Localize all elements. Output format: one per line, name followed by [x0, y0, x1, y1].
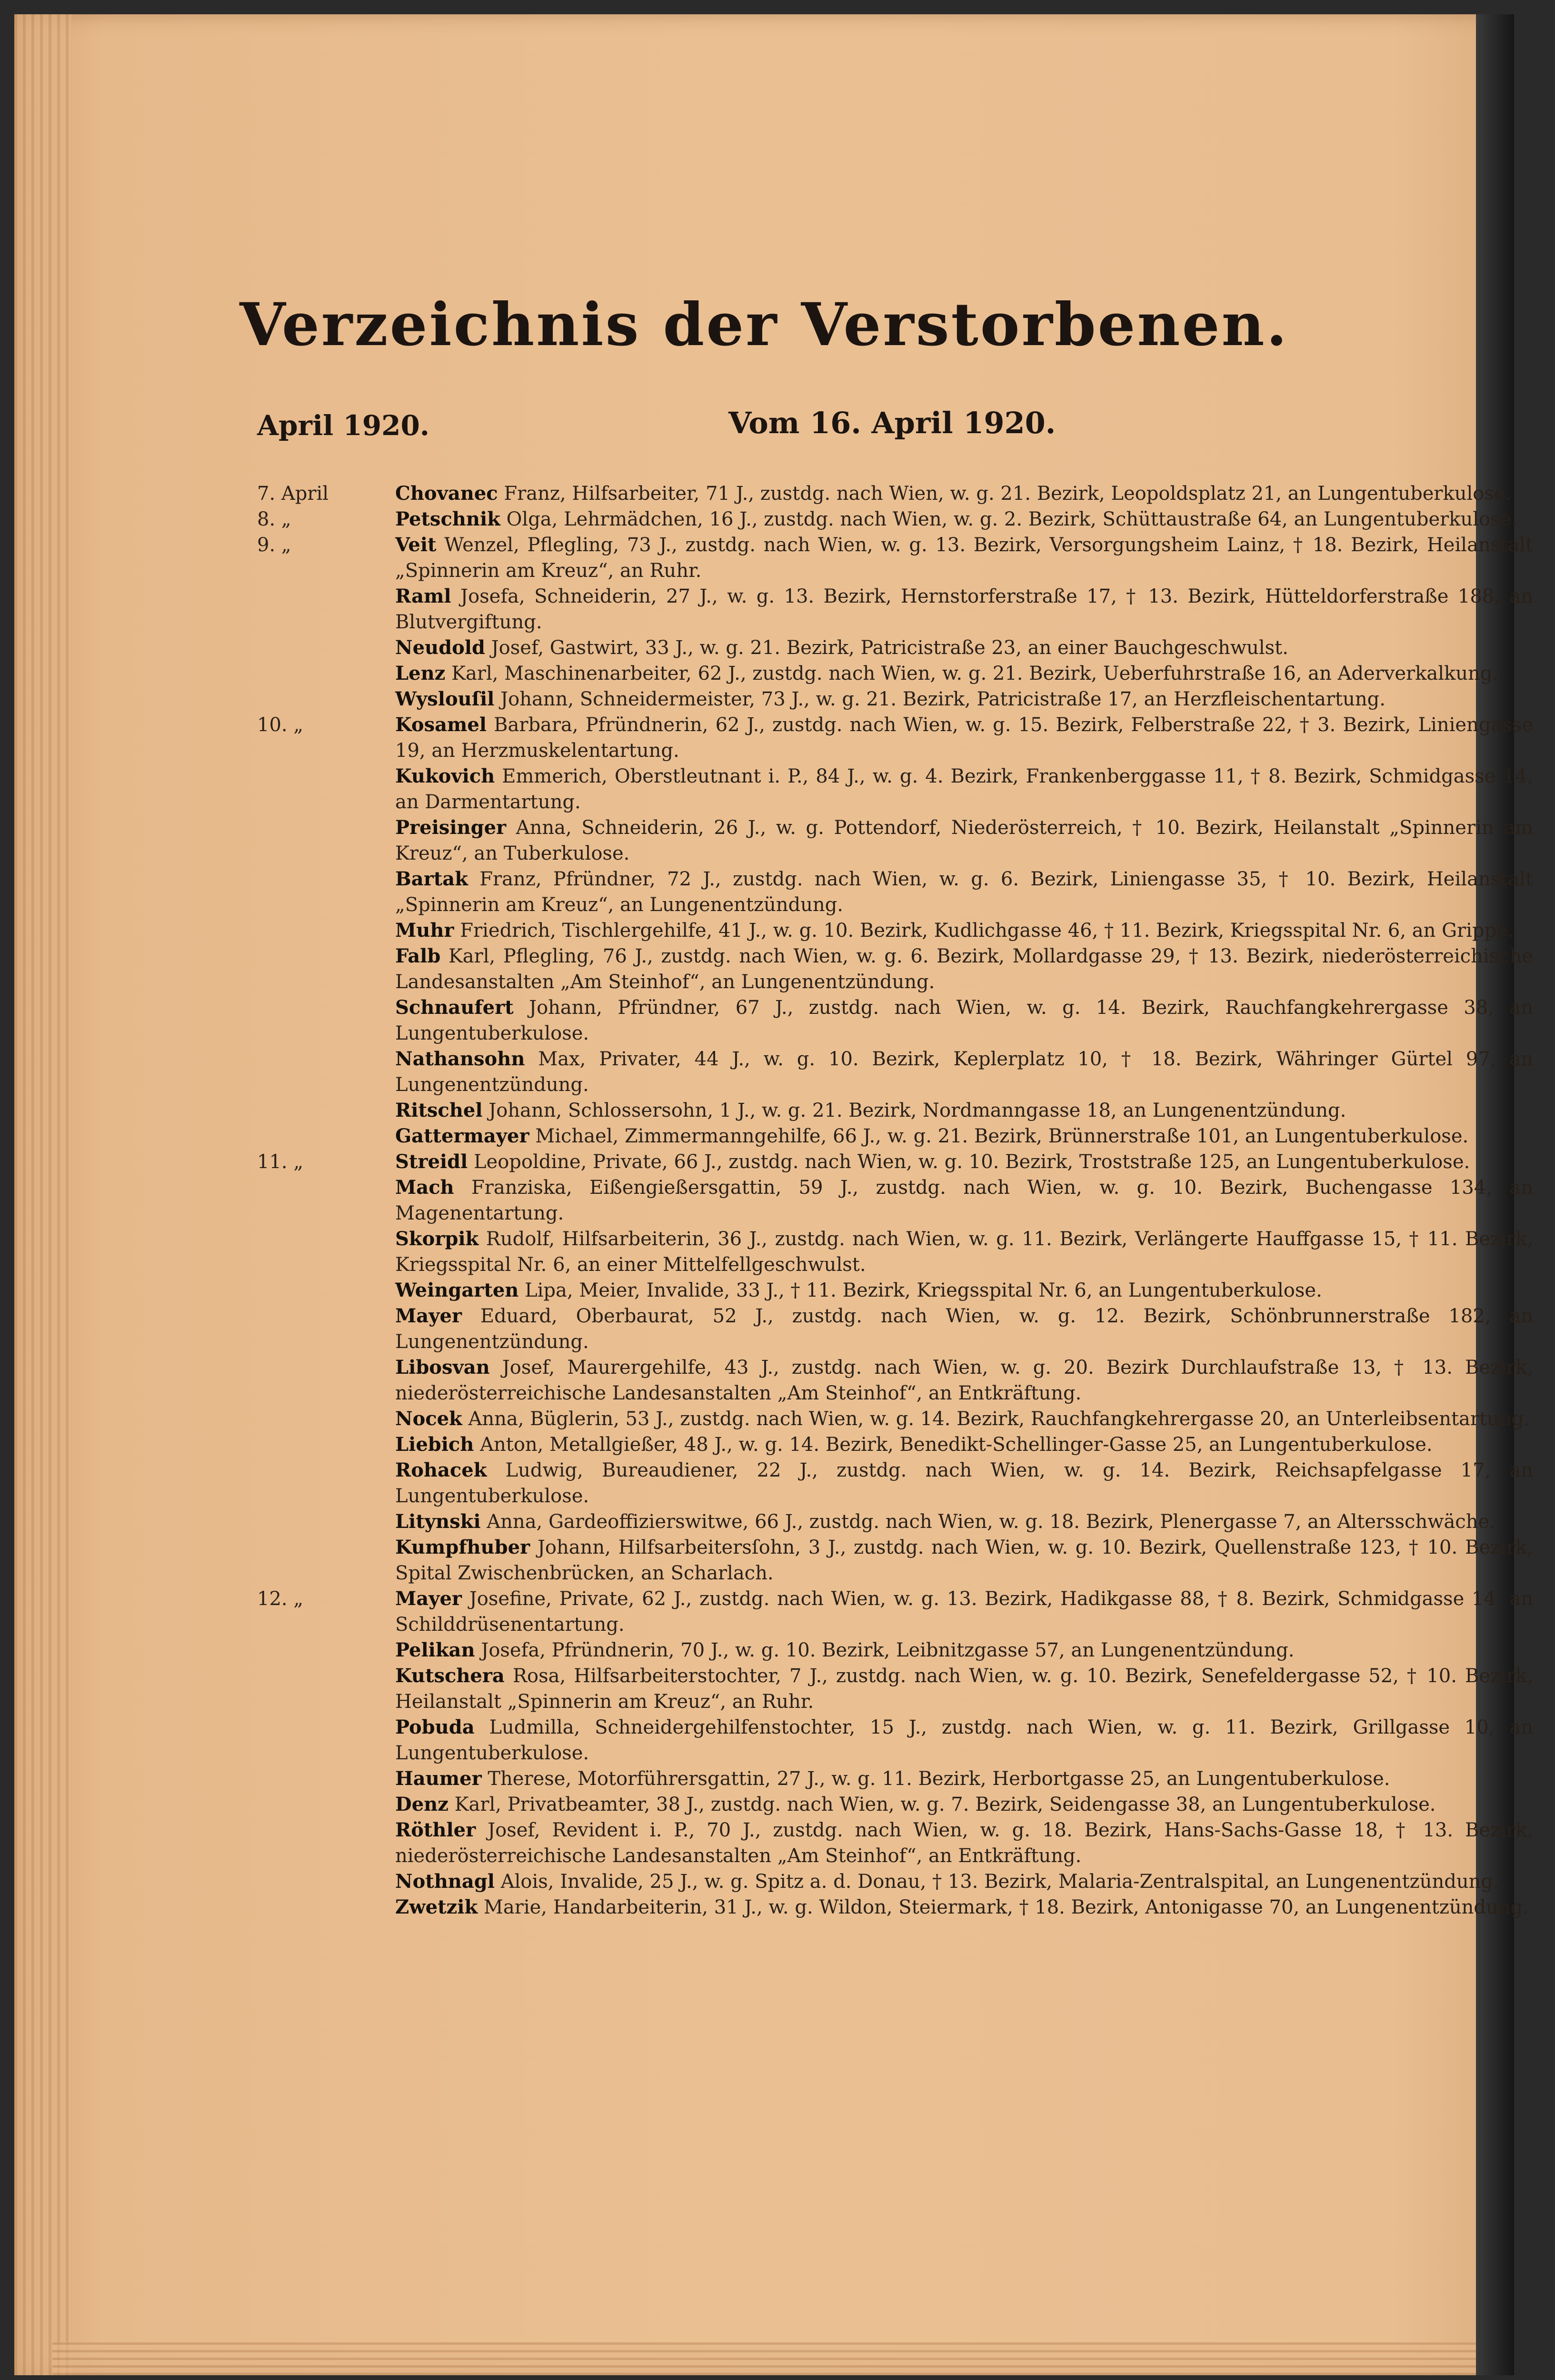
document-page [14, 14, 1533, 2375]
entry-body [395, 1432, 1538, 1458]
death-register-list [243, 481, 1538, 1920]
entry-body [395, 1869, 1538, 1894]
register-entry [243, 1663, 1538, 1715]
register-entry [243, 1432, 1538, 1458]
register-entry [243, 764, 1538, 815]
entry-body [395, 532, 1538, 584]
entry-surname: Röthler [395, 1819, 476, 1841]
entry-details: Eduard, Oberbaurat, 52 J., zustdg. nach Wien, w. g. 12. Bezirk, Schönbrunnerstraße 182, an Lungenentzündung. [395, 1305, 1533, 1353]
entry-details: Josefa, Schneiderin, 27 J., w. g. 13. Bezirk, Hernstorferstraße 17, † 13. Bezirk, Hütteldorferstraße 188, an Blutvergiftung. [395, 585, 1533, 633]
entry-surname: Pelikan [395, 1639, 475, 1661]
register-entry [243, 1406, 1538, 1432]
register-entry [243, 1226, 1538, 1278]
entry-details: Franziska, Eißengießersgattin, 59 J., zustdg. nach Wien, w. g. 10. Bezirk, Buchengasse 134, an Magenentartung. [395, 1177, 1533, 1224]
register-entry [243, 1535, 1538, 1586]
entry-body [395, 1817, 1538, 1869]
entry-body [395, 943, 1538, 995]
entry-body [395, 712, 1538, 764]
entry-details: Anna, Schneiderin, 26 J., w. g. Pottendorf, Niederösterreich, † 10. Bezirk, Heilanstalt „Spinnerin am Kreuz“, an Tuberkulose. [395, 817, 1533, 864]
entry-surname: Pobuda [395, 1716, 475, 1738]
entry-surname: Zwetzik [395, 1896, 478, 1918]
page-edge-bottom [52, 2342, 1505, 2375]
entry-details: Johann, Pfründner, 67 J., zustdg. nach Wien, w. g. 14. Bezirk, Rauchfangkehrergasse 38, an Lungentuberkulose. [395, 997, 1533, 1044]
register-entry [243, 943, 1538, 995]
entry-surname: Skorpik [395, 1228, 479, 1250]
register-entry [243, 1715, 1538, 1766]
entry-surname: Muhr [395, 919, 454, 942]
entry-date: 7. April [257, 483, 329, 505]
register-entry [243, 1458, 1538, 1509]
entry-surname: Streidl [395, 1150, 468, 1173]
entry-surname: Libosvan [395, 1356, 490, 1378]
entry-body [395, 1458, 1538, 1509]
entry-surname: Nathansohn [395, 1048, 525, 1070]
entry-body [395, 1406, 1538, 1432]
entry-surname: Kosamel [395, 714, 487, 736]
page-edge-left [14, 14, 71, 2375]
entry-details: Anna, Gardeoffizierswitwe, 66 J., zustdg. nach Wien, w. g. 18. Bezirk, Plenergasse 7, an Altersschwäche. [480, 1511, 1495, 1533]
entry-body [395, 918, 1538, 943]
entry-details: Olga, Lehrmädchen, 16 J., zustdg. nach Wien, w. g. 2. Bezirk, Schüttaustraße 64, an Lungentuberkulose. [500, 508, 1518, 530]
entry-body [395, 995, 1538, 1046]
entry-details: Michael, Zimmermanngehilfe, 66 J., w. g. 21. Bezirk, Brünnerstraße 101, an Lungentuberkulose. [529, 1125, 1469, 1147]
entry-body [395, 686, 1538, 712]
entry-details: Leopoldine, Private, 66 J., zustdg. nach Wien, w. g. 10. Bezirk, Troststraße 125, an Lungentuberkulose. [468, 1151, 1470, 1173]
entry-details: Karl, Maschinenarbeiter, 62 J., zustdg. nach Wien, w. g. 21. Bezirk, Ueberfuhrstraße 16, an Aderverkalkung. [445, 663, 1499, 684]
entry-surname: Mach [395, 1176, 454, 1199]
entry-body [395, 481, 1538, 506]
entry-details: Ludwig, Bureaudiener, 22 J., zustdg. nach Wien, w. g. 14. Bezirk, Reichsapfelgasse 17, an Lungentuberkulose. [395, 1459, 1533, 1507]
entry-date: 9. „ [257, 534, 291, 556]
entry-surname: Nothnagl [395, 1870, 495, 1893]
register-entry [243, 481, 1538, 506]
entry-surname: Kumpfhuber [395, 1536, 530, 1558]
entry-details: Therese, Motorführersgattin, 27 J., w. g. 11. Bezirk, Herbortgasse 25, an Lungentuberkulose. [481, 1768, 1390, 1790]
entry-details: Johann, Schlossersohn, 1 J., w. g. 21. Bezirk, Nordmanngasse 18, an Lungenentzündung. [482, 1100, 1346, 1121]
register-entry [243, 661, 1538, 686]
entry-details: Josef, Maurergehilfe, 43 J., zustdg. nach Wien, w. g. 20. Bezirk Durchlaufstraße 13, † 13. Bezirk, niederösterreichische Landesanstalten „Am Steinhof“, an Entkräftung. [395, 1357, 1533, 1404]
entry-details: Anton, Metallgießer, 48 J., w. g. 14. Bezirk, Benedikt-Schellinger-Gasse 25, an Lungentuberkulose. [474, 1434, 1433, 1456]
entry-details: Max, Privater, 44 J., w. g. 10. Bezirk, Keplerplatz 10, † 18. Bezirk, Währinger Gürtel 97, an Lungenentzündung. [395, 1048, 1533, 1096]
entry-surname: Denz [395, 1793, 449, 1815]
entry-body [395, 1303, 1538, 1355]
entry-body [395, 1715, 1538, 1766]
entry-body [395, 764, 1538, 815]
entry-details: Josef, Revident i. P., 70 J., zustdg. nach Wien, w. g. 18. Bezirk, Hans-Sachs-Gasse 18, † 13. Bezirk, niederösterreichische Landesanstalten „Am Steinhof“, an Entkräftung. [395, 1819, 1533, 1867]
entry-surname: Raml [395, 585, 451, 607]
entry-surname: Gattermayer [395, 1125, 529, 1147]
entry-surname: Mayer [395, 1305, 462, 1327]
register-entry [243, 1046, 1538, 1098]
entry-body [395, 1226, 1538, 1278]
entry-surname: Preisinger [395, 816, 507, 839]
entry-surname: Wyslouſil [395, 688, 495, 710]
entry-body [395, 1098, 1538, 1123]
register-entry [243, 1894, 1538, 1920]
entry-surname: Nocek [395, 1408, 462, 1430]
entry-body [395, 1355, 1538, 1406]
register-entry [243, 995, 1538, 1046]
entry-surname: Litynski [395, 1510, 481, 1533]
register-entry [243, 1637, 1538, 1663]
entry-body [395, 866, 1538, 918]
entry-body [395, 1535, 1538, 1586]
entry-details: Rudolf, Hilfsarbeiterin, 36 J., zustdg. nach Wien, w. g. 11. Bezirk, Verlängerte Hauffgasse 15, † 11. Bezirk, Kriegsspital Nr. 6, an einer Mittelfellgeschwulst. [395, 1228, 1533, 1276]
entry-body [395, 1509, 1538, 1535]
register-entry [243, 918, 1538, 943]
entry-body [395, 1766, 1538, 1792]
entry-surname: Veit [395, 534, 437, 556]
entry-date: 8. „ [257, 508, 291, 530]
register-entry [243, 532, 1538, 584]
entry-details: Johann, Hilfsarbeitersſohn, 3 J., zustdg. nach Wien, w. g. 10. Bezirk, Quellenstraße 123, † 10. Bezirk, Spital Zwischenbrücken, an Scharlach. [395, 1537, 1533, 1584]
entry-surname: Liebich [395, 1433, 474, 1456]
entry-details: Josef, Gastwirt, 33 J., w. g. 21. Bezirk, Patricistraße 23, an einer Bauchgeschwulst. [485, 637, 1288, 659]
entry-details: Friedrich, Tischlergehilfe, 41 J., w. g. 10. Bezirk, Kudlichgasse 46, † 11. Bezirk, Kriegsspital Nr. 6, an Grippe. [454, 920, 1514, 942]
register-entry [243, 1303, 1538, 1355]
entry-surname: Ritschel [395, 1099, 483, 1121]
entry-body [395, 661, 1538, 686]
entry-body [395, 1278, 1538, 1303]
entry-surname: Kutschera [395, 1665, 505, 1687]
register-entry [243, 1123, 1538, 1149]
entry-body [395, 1894, 1538, 1920]
register-entry [243, 1817, 1538, 1869]
register-entry [243, 1278, 1538, 1303]
entry-date: 12. „ [257, 1588, 304, 1610]
entry-details: Wenzel, Pflegling, 73 J., zustdg. nach Wien, w. g. 13. Bezirk, Versorgungsheim Lainz, † 18. Bezirk, Heilanstalt „Spinnerin am Kreuz“, an Ruhr. [395, 534, 1533, 582]
page-title: Verzeichnis der Verstorbenen. [239, 290, 1289, 359]
register-entry [243, 1355, 1538, 1406]
entry-body [395, 815, 1538, 866]
entry-details: Ludmilla, Schneidergehilfenstochter, 15 J., zustdg. nach Wien, w. g. 11. Bezirk, Grillgasse 10, an Lungentuberkulose. [395, 1716, 1533, 1764]
entry-details: Alois, Invalide, 25 J., w. g. Spitz a. d. Donau, † 13. Bezirk, Malaria-Zentralspital, an Lungenentzündung. [494, 1871, 1499, 1893]
entry-details: Karl, Pflegling, 76 J., zustdg. nach Wien, w. g. 6. Bezirk, Mollardgasse 29, † 13. Bezirk, niederösterreichische Landesanstalten „Am Steinhof“, an Lungenentzündung. [395, 945, 1533, 993]
entry-surname: Kukovich [395, 765, 495, 787]
entry-surname: Petschnik [395, 508, 500, 530]
entry-date: 11. „ [257, 1151, 304, 1173]
month-header: April 1920. [257, 409, 429, 442]
entry-surname: Bartak [395, 868, 468, 890]
entry-body [395, 1046, 1538, 1098]
register-entry [243, 1149, 1538, 1175]
entry-details: Lipa, Meier, Invalide, 33 J., † 11. Bezirk, Kriegsspital Nr. 6, an Lungentuberkulose. [518, 1279, 1322, 1301]
entry-details: Rosa, Hilfsarbeiterstochter, 7 J., zustdg. nach Wien, w. g. 10. Bezirk, Senefeldergasse 52, † 10. Bezirk, Heilanstalt „Spinnerin am Kreuz“, an Ruhr. [395, 1665, 1533, 1713]
entry-body [395, 584, 1538, 635]
register-entry [243, 1175, 1538, 1226]
entry-body [395, 1637, 1538, 1663]
entry-surname: Rohacek [395, 1459, 487, 1481]
entry-body [395, 1663, 1538, 1715]
entry-body [395, 1586, 1538, 1637]
entry-details: Anna, Büglerin, 53 J., zustdg. nach Wien, w. g. 14. Bezirk, Rauchfangkehrergasse 20, an Unterleibsentartung. [462, 1408, 1530, 1430]
entry-surname: Weingarten [395, 1279, 519, 1301]
entry-details: Franz, Pfründner, 72 J., zustdg. nach Wien, w. g. 6. Bezirk, Liniengasse 35, † 10. Bezirk, Heilanstalt „Spinnerin am Kreuz“, an Lungenentzündung. [395, 868, 1533, 916]
register-entry [243, 1509, 1538, 1535]
entry-body [395, 1792, 1538, 1817]
entry-surname: Falb [395, 945, 441, 967]
entry-details: Emmerich, Oberstleutnant i. P., 84 J., w. g. 4. Bezirk, Frankenberggasse 11, † 8. Bezirk, Schmidgasse 14, an Darmentartung. [395, 765, 1533, 813]
register-entry [243, 712, 1538, 764]
entry-body [395, 1175, 1538, 1226]
entry-details: Johann, Schneidermeister, 73 J., w. g. 21. Bezirk, Patricistraße 17, an Herzfleischentartung. [494, 688, 1386, 710]
entry-body [395, 1123, 1538, 1149]
entry-surname: Haumer [395, 1767, 482, 1790]
register-entry [243, 866, 1538, 918]
entry-body [395, 635, 1538, 661]
register-entry [243, 1869, 1538, 1894]
register-entry [243, 584, 1538, 635]
section-subtitle: Vom 16. April 1920. [728, 406, 1056, 440]
entry-body [395, 506, 1538, 532]
entry-details: Franz, Hilfsarbeiter, 71 J., zustdg. nach Wien, w. g. 21. Bezirk, Leopoldsplatz 21, an Lungentuberkulose. [498, 483, 1512, 505]
entry-surname: Mayer [395, 1587, 462, 1610]
register-entry [243, 1098, 1538, 1123]
register-entry [243, 635, 1538, 661]
entry-details: Marie, Handarbeiterin, 31 J., w. g. Wildon, Steiermark, † 18. Bezirk, Antonigasse 70, an Lungenentzündung. [478, 1896, 1529, 1918]
entry-details: Josefine, Private, 62 J., zustdg. nach Wien, w. g. 13. Bezirk, Hadikgasse 88, † 8. Bezirk, Schmidgasse 14, an Schilddrüsenentartung. [395, 1588, 1533, 1636]
register-entry [243, 686, 1538, 712]
entry-date: 10. „ [257, 714, 304, 736]
register-entry [243, 1586, 1538, 1637]
entry-surname: Chovanec [395, 482, 498, 505]
entry-surname: Schnaufert [395, 996, 514, 1019]
register-entry [243, 1792, 1538, 1817]
entry-details: Josefa, Pfründnerin, 70 J., w. g. 10. Bezirk, Leibnitzgasse 57, an Lungenentzündung. [475, 1639, 1295, 1661]
entry-details: Barbara, Pfründnerin, 62 J., zustdg. nach Wien, w. g. 15. Bezirk, Felberstraße 22, † 3. Bezirk, Liniengasse 19, an Herzmuskelentartung. [395, 714, 1533, 762]
register-entry [243, 506, 1538, 532]
entry-surname: Lenz [395, 662, 446, 684]
register-entry [243, 815, 1538, 866]
register-entry [243, 1766, 1538, 1792]
entry-details: Karl, Privatbeamter, 38 J., zustdg. nach Wien, w. g. 7. Bezirk, Seidengasse 38, an Lungentuberkulose. [448, 1794, 1436, 1815]
entry-body [395, 1149, 1538, 1175]
entry-surname: Neudold [395, 636, 485, 659]
